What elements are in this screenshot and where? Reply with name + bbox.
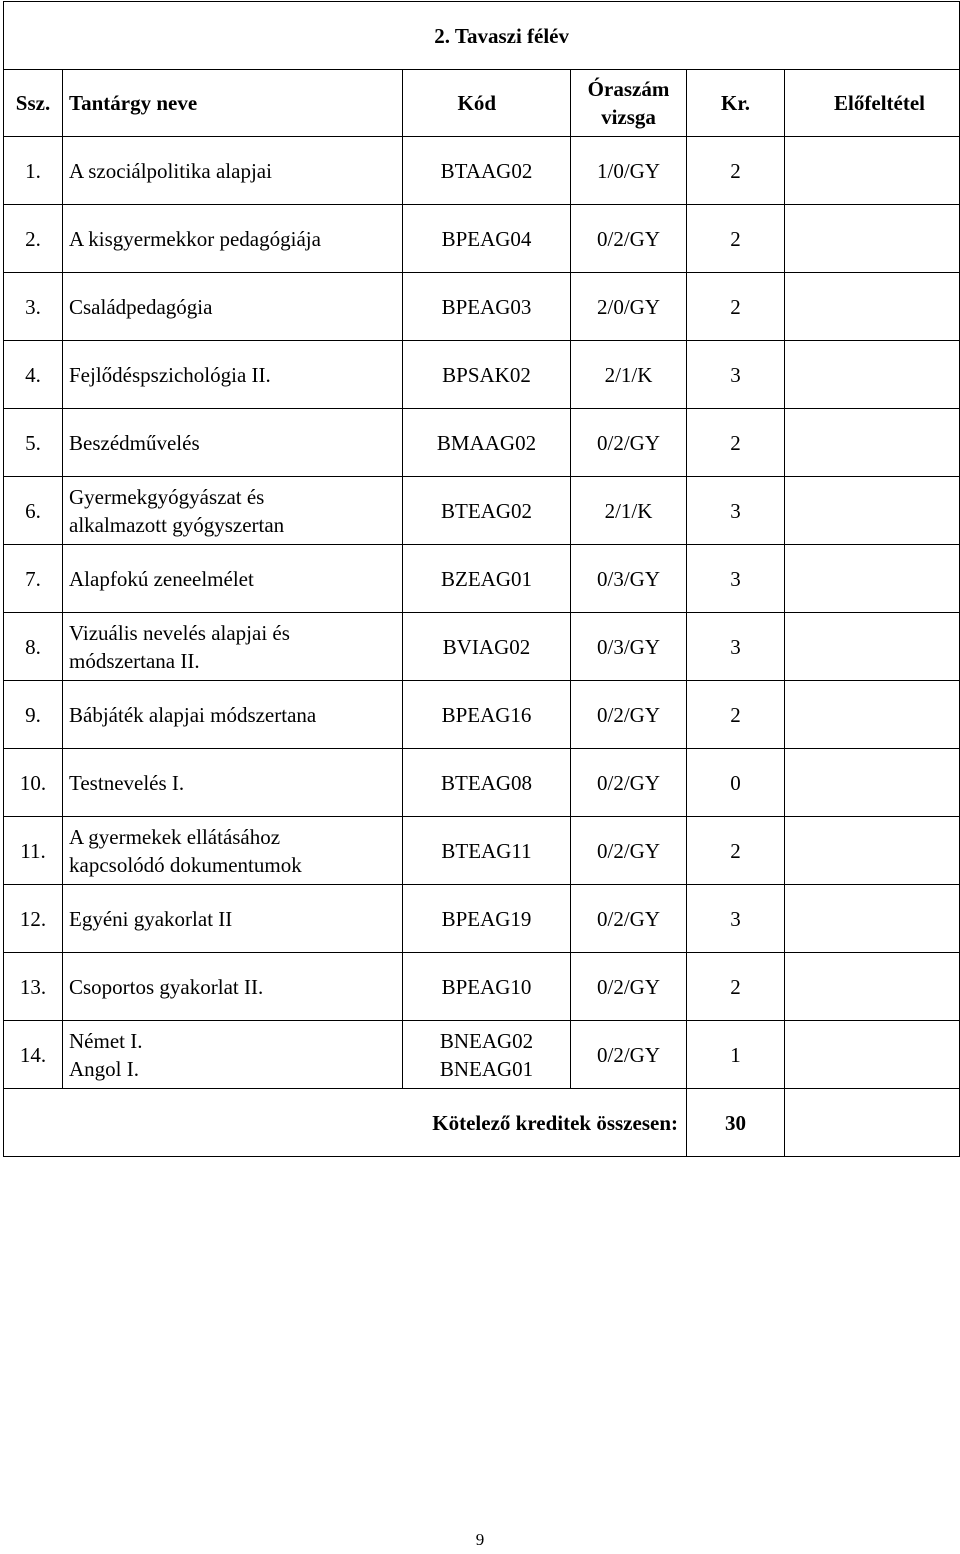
course-credits: 2 — [687, 817, 785, 885]
course-code — [403, 1021, 571, 1089]
course-name-line: A szociálpolitika alapjai — [69, 158, 272, 183]
course-code — [403, 817, 571, 885]
course-name-line: Egyéni gyakorlat II — [69, 906, 233, 931]
course-name — [63, 953, 403, 1021]
table-row — [4, 1021, 960, 1089]
course-name-line: A kisgyermekkor pedagógiája — [69, 226, 321, 251]
course-hours: 0/2/GY — [571, 409, 687, 477]
row-number: 6. — [4, 477, 63, 545]
course-prereq — [785, 341, 960, 409]
table-row — [4, 545, 960, 613]
course-code — [403, 953, 571, 1021]
course-credits: 2 — [687, 953, 785, 1021]
course-name-line: Vizuális nevelés alapjai és — [69, 620, 290, 645]
course-code-line: BPEAG04 — [441, 226, 532, 251]
table-row — [4, 953, 960, 1021]
course-prereq — [785, 545, 960, 613]
course-hours: 2/1/K — [571, 341, 687, 409]
course-name — [63, 749, 403, 817]
course-code — [403, 885, 571, 953]
course-name-line: Beszédművelés — [69, 430, 200, 455]
course-prereq — [785, 205, 960, 273]
course-name — [63, 137, 403, 205]
course-hours: 0/2/GY — [571, 681, 687, 749]
row-number: 12. — [4, 885, 63, 953]
course-credits: 2 — [687, 409, 785, 477]
course-code — [403, 545, 571, 613]
course-code-line: BTEAG11 — [441, 838, 532, 863]
course-credits: 3 — [687, 545, 785, 613]
course-credits: 3 — [687, 613, 785, 681]
course-name — [63, 341, 403, 409]
row-number: 9. — [4, 681, 63, 749]
course-prereq — [785, 613, 960, 681]
course-code-line: BTEAG08 — [441, 770, 532, 795]
row-number: 3. — [4, 273, 63, 341]
course-code — [403, 477, 571, 545]
header-ora-line2: vizsga — [601, 105, 656, 129]
row-number: 5. — [4, 409, 63, 477]
course-name-line: Fejlődéspszichológia II. — [69, 362, 271, 387]
course-code-line: BPEAG16 — [441, 702, 532, 727]
course-prereq — [785, 953, 960, 1021]
course-hours: 0/2/GY — [571, 953, 687, 1021]
course-credits: 0 — [687, 749, 785, 817]
course-name-line: Családpedagógia — [69, 294, 213, 319]
course-name-line: módszertana II. — [69, 648, 200, 673]
course-name — [63, 681, 403, 749]
course-credits: 2 — [687, 273, 785, 341]
course-code-line: BMAAG02 — [436, 430, 537, 455]
course-name-line: Testnevelés I. — [69, 770, 185, 795]
course-credits: 3 — [687, 341, 785, 409]
row-number: 14. — [4, 1021, 63, 1089]
row-number: 2. — [4, 205, 63, 273]
table-row — [4, 477, 960, 545]
course-prereq — [785, 885, 960, 953]
course-credits: 1 — [687, 1021, 785, 1089]
course-code — [403, 681, 571, 749]
course-name — [63, 273, 403, 341]
course-credits: 2 — [687, 137, 785, 205]
row-number: 13. — [4, 953, 63, 1021]
header-row — [4, 70, 960, 137]
total-row — [4, 1089, 960, 1157]
course-code-line: BNEAG02 — [439, 1028, 534, 1053]
table-row — [4, 613, 960, 681]
course-hours: 0/3/GY — [571, 545, 687, 613]
course-hours: 0/2/GY — [571, 817, 687, 885]
course-code-line: BNEAG01 — [439, 1056, 534, 1081]
course-credits: 3 — [687, 477, 785, 545]
course-name — [63, 545, 403, 613]
header-name: Tantárgy neve — [63, 70, 403, 137]
course-code-line: BZEAG01 — [441, 566, 532, 591]
header-prereq: Előfeltétel — [785, 70, 960, 137]
course-prereq — [785, 817, 960, 885]
course-name-line: Gyermekgyógyászat és — [69, 484, 265, 509]
semester-title: 2. Tavaszi félév — [4, 2, 960, 70]
course-name — [63, 817, 403, 885]
total-empty — [785, 1089, 960, 1157]
course-name — [63, 409, 403, 477]
course-name-line: kapcsolódó dokumentumok — [69, 852, 302, 877]
course-name — [63, 613, 403, 681]
course-hours: 0/2/GY — [571, 749, 687, 817]
table-row — [4, 409, 960, 477]
course-name — [63, 885, 403, 953]
course-prereq — [785, 409, 960, 477]
course-name-line: alkalmazott gyógyszertan — [69, 512, 285, 537]
course-name-line: Csoportos gyakorlat II. — [69, 974, 264, 999]
course-code-line: BPEAG10 — [441, 974, 532, 999]
course-prereq — [785, 477, 960, 545]
course-code — [403, 749, 571, 817]
table-row — [4, 205, 960, 273]
course-prereq — [785, 681, 960, 749]
header-kod: Kód — [403, 70, 571, 137]
course-hours: 0/2/GY — [571, 205, 687, 273]
course-code-line: BTAAG02 — [440, 158, 533, 183]
title-row — [4, 2, 960, 70]
table-row — [4, 341, 960, 409]
course-hours: 0/3/GY — [571, 613, 687, 681]
row-number: 11. — [4, 817, 63, 885]
course-hours: 0/2/GY — [571, 1021, 687, 1089]
table-row — [4, 137, 960, 205]
course-code-line: BVIAG02 — [442, 634, 531, 659]
header-oraszam — [571, 70, 687, 137]
row-number: 7. — [4, 545, 63, 613]
header-ssz: Ssz. — [4, 70, 63, 137]
course-credits: 3 — [687, 885, 785, 953]
course-code — [403, 273, 571, 341]
course-name — [63, 205, 403, 273]
course-name — [63, 477, 403, 545]
course-hours: 1/0/GY — [571, 137, 687, 205]
course-hours: 2/0/GY — [571, 273, 687, 341]
course-prereq — [785, 273, 960, 341]
table-row — [4, 273, 960, 341]
course-code-line: BPEAG19 — [441, 906, 532, 931]
course-hours: 0/2/GY — [571, 885, 687, 953]
course-code-line: BPSAK02 — [442, 362, 531, 387]
curriculum-table — [3, 1, 960, 1157]
course-name-line: Alapfokú zeneelmélet — [69, 566, 254, 591]
course-name-line: A gyermekek ellátásához — [69, 824, 281, 849]
course-name-line: Bábjáték alapjai módszertana — [69, 702, 317, 727]
course-credits: 2 — [687, 205, 785, 273]
row-number: 10. — [4, 749, 63, 817]
course-code — [403, 205, 571, 273]
course-code — [403, 409, 571, 477]
course-prereq — [785, 749, 960, 817]
course-code — [403, 341, 571, 409]
row-number: 8. — [4, 613, 63, 681]
header-kr: Kr. — [687, 70, 785, 137]
total-label: Kötelező kreditek összesen: — [4, 1089, 687, 1157]
table-row — [4, 681, 960, 749]
total-value: 30 — [687, 1089, 785, 1157]
row-number: 1. — [4, 137, 63, 205]
row-number: 4. — [4, 341, 63, 409]
course-name-line: Német I. — [69, 1028, 143, 1053]
course-code — [403, 613, 571, 681]
course-code-line: BTEAG02 — [441, 498, 532, 523]
course-prereq — [785, 137, 960, 205]
course-code — [403, 137, 571, 205]
header-ora-line1: Óraszám — [587, 77, 670, 101]
table-row — [4, 885, 960, 953]
table-row — [4, 749, 960, 817]
table-row — [4, 817, 960, 885]
course-prereq — [785, 1021, 960, 1089]
course-name-line: Angol I. — [69, 1056, 139, 1081]
course-name — [63, 1021, 403, 1089]
course-hours: 2/1/K — [571, 477, 687, 545]
course-credits: 2 — [687, 681, 785, 749]
course-code-line: BPEAG03 — [441, 294, 532, 319]
page-number: 9 — [475, 1530, 485, 1549]
